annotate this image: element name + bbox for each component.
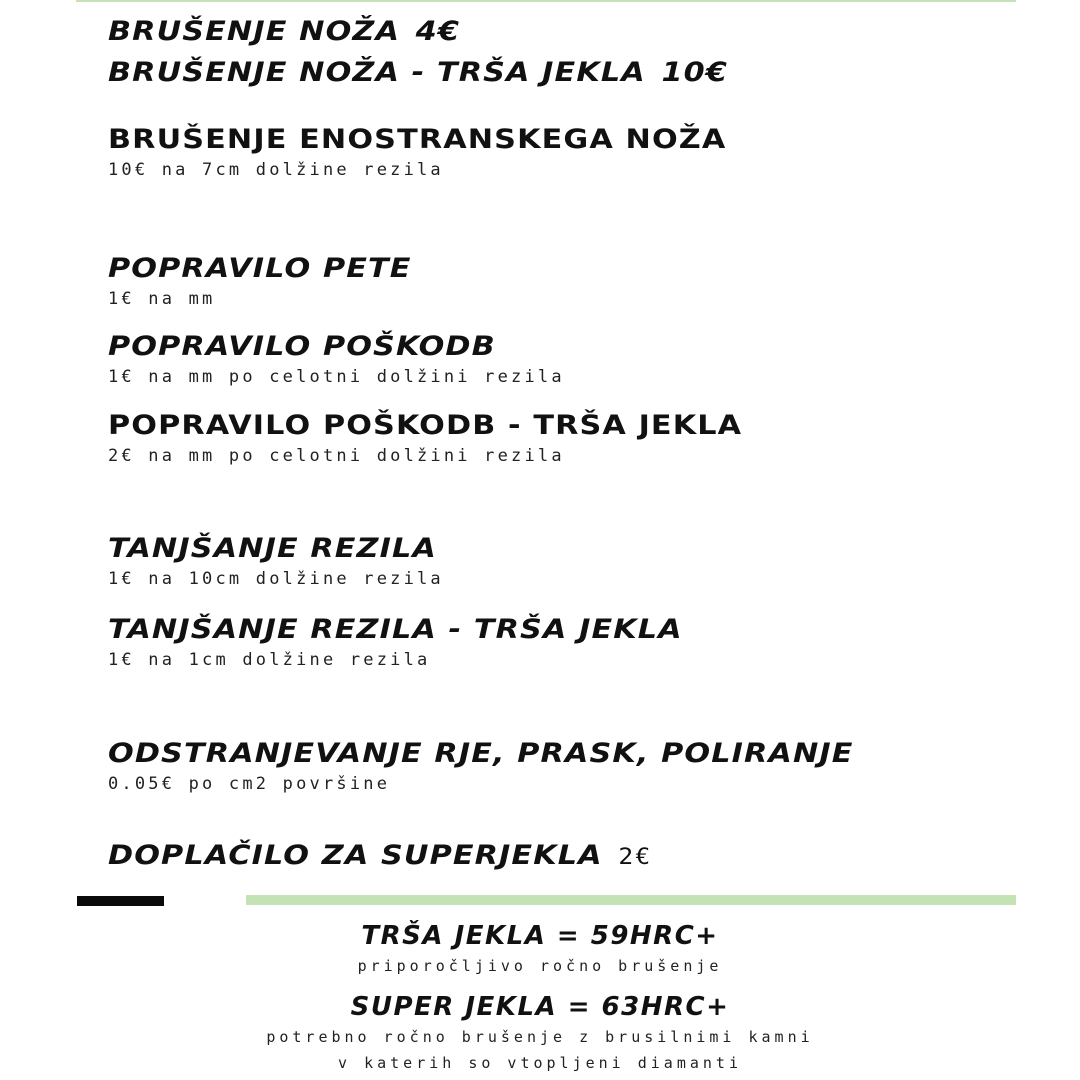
note-line: priporočljivo ročno brušenje (357, 957, 723, 975)
item-subtitle: 1€ na 10cm dolžine rezila (108, 569, 444, 589)
note-line: v katerih so vtopljeni diamanti (338, 1054, 742, 1072)
note-title: SUPER JEKLA = 63HRC+ (350, 992, 730, 1022)
price-item-damage-repair-hard-steel (108, 410, 743, 468)
item-subtitle: 0.05€ po cm2 površine (108, 774, 391, 794)
note-line: potrebno ročno brušenje z brusilnimi kamni (266, 1028, 814, 1046)
item-title: BRUŠENJE NOŽA - TRŠA JEKLA 10€ (108, 57, 728, 88)
green-divider-bar (246, 895, 1016, 905)
price-item-single-bevel (108, 124, 727, 182)
item-subtitle: 1€ na 1cm dolžine rezila (108, 650, 431, 670)
price-item-damage-repair (108, 331, 565, 389)
item-title: POPRAVILO POŠKODB (108, 331, 496, 362)
item-title: TANJŠANJE REZILA - TRŠA JEKLA (108, 614, 683, 645)
black-divider-bar (77, 896, 164, 906)
price-item-heel-repair (108, 253, 412, 311)
price-item-knife-sharpening-hard-steel (108, 57, 728, 89)
item-title: DOPLAČILO ZA SUPERJEKLA 2€ (108, 840, 653, 871)
item-title: BRUŠENJE ENOSTRANSKEGA NOŽA (108, 124, 727, 155)
note-hard-steel (0, 920, 1080, 978)
price-item-rust-removal-polishing (108, 738, 854, 796)
note-title: TRŠA JEKLA = 59HRC+ (361, 921, 719, 951)
item-title: POPRAVILO POŠKODB - TRŠA JEKLA (108, 410, 743, 441)
item-subtitle: 10€ na 7cm dolžine rezila (108, 160, 444, 180)
item-subtitle: 1€ na mm (108, 289, 216, 309)
price-item-blade-thinning-hard-steel (108, 614, 683, 672)
item-title: POPRAVILO PETE (108, 253, 412, 284)
item-title: ODSTRANJEVANJE RJE, PRASK, POLIRANJE (108, 738, 854, 769)
price-item-blade-thinning (108, 533, 444, 591)
item-title: BRUŠENJE NOŽA 4€ (108, 16, 460, 47)
item-subtitle: 1€ na mm po celotni dolžini rezila (108, 367, 565, 387)
item-price: 10€ (661, 57, 728, 88)
price-item-knife-sharpening (108, 16, 460, 48)
item-subtitle: 2€ na mm po celotni dolžini rezila (108, 446, 565, 466)
item-price: 2€ (618, 845, 653, 870)
price-item-super-steel-surcharge (108, 840, 653, 874)
top-divider (76, 0, 1016, 2)
item-title: TANJŠANJE REZILA (108, 533, 437, 564)
item-price: 4€ (415, 16, 460, 47)
note-super-steel (0, 991, 1080, 1075)
